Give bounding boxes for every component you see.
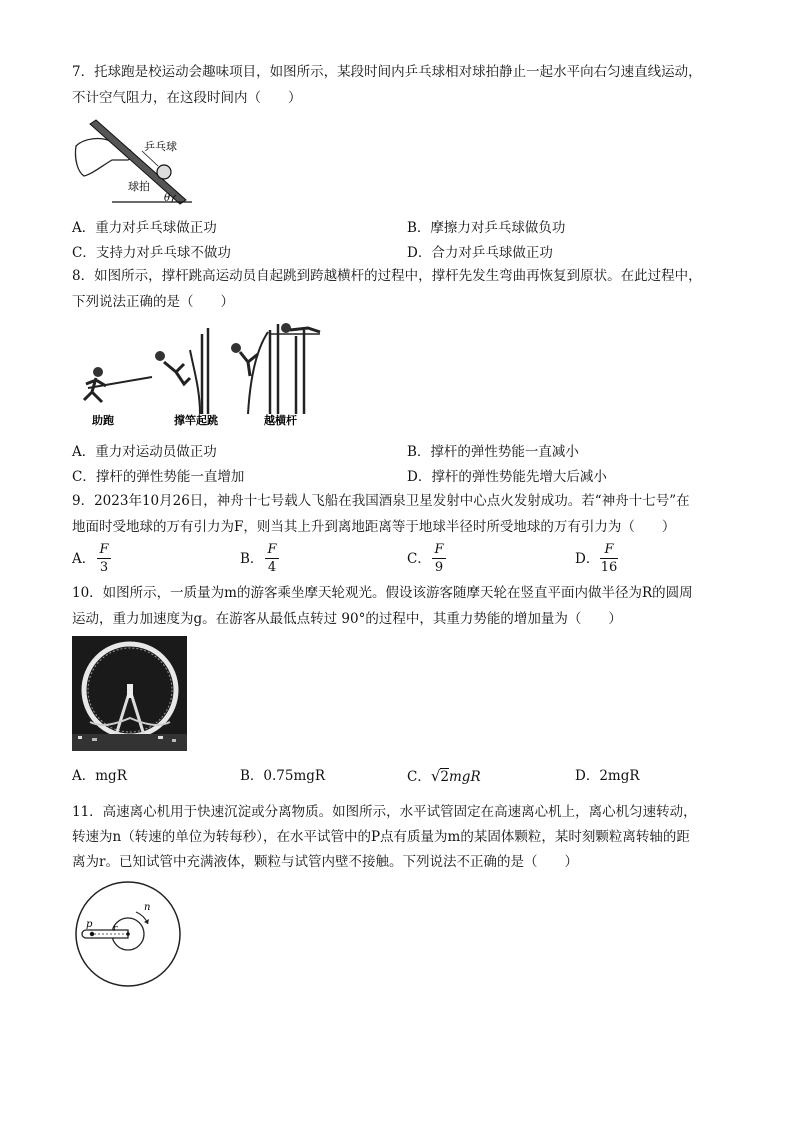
q9-d-denominator: 16 xyxy=(600,560,618,575)
sqrt-radicand: 2 xyxy=(440,769,449,785)
label-run: 助跑 xyxy=(92,414,114,427)
runner-body xyxy=(84,378,106,402)
label-ball: 乒乓球 xyxy=(144,140,177,153)
q11-stem-line3: 离为r。已知试管中充满液体，颗粒与试管内壁不接触。下列说法不正确的是（ ） xyxy=(72,854,578,870)
q9-option-a-fraction xyxy=(97,542,111,575)
jumper-body xyxy=(164,362,190,384)
q10-stem-line2: 运动，重力加速度为g。在游客从最低点转过 90°的过程中，其重力势能的增加量为（ ） xyxy=(72,611,622,627)
q9-option-b-label: B． xyxy=(240,551,264,567)
q10-option-c xyxy=(407,766,481,787)
q10-figure-ferris-wheel xyxy=(72,636,187,751)
q9-a-denominator: 3 xyxy=(99,560,109,575)
label-n: n xyxy=(144,902,151,913)
q10-option-c-label: C． xyxy=(407,769,431,785)
q7-stem-line1: 7．托球跑是校运动会趣味项目，如图所示，某段时间内乒乓球相对球拍静止一起水平向右匀速直线运动， xyxy=(72,64,702,80)
label-jump: 撑竿起跳 xyxy=(174,414,218,427)
axis-point xyxy=(126,932,130,936)
q7-option-c: C．支持力对乒乓球不做功 xyxy=(72,245,231,261)
q10-option-a: A．mgR xyxy=(72,768,127,784)
q9-stem-line1: 9．2023年10月26日，神舟十七号载人飞船在我国酒泉卫星发射中心点火发射成功。若“神舟十七号”在 xyxy=(72,493,690,509)
q11-stem-line1: 11．高速离心机用于快速沉淀或分离物质。如图所示，水平试管固定在高速离心机上，离心机匀速转动， xyxy=(72,804,697,820)
vault-head xyxy=(231,343,241,353)
label-bar: 越横杆 xyxy=(264,414,297,427)
q8-option-a: A．重力对运动员做正功 xyxy=(72,444,217,460)
q9-b-denominator: 4 xyxy=(267,560,277,575)
q8-option-b: B．撑杆的弹性势能一直减小 xyxy=(407,444,579,460)
q8-figure-pole-vault xyxy=(72,320,330,430)
label-theta: θ xyxy=(164,193,171,204)
q9-option-c-label: C． xyxy=(407,551,431,567)
q8-stem-line2: 下列说法正确的是（ ） xyxy=(72,294,234,310)
sqrt-symbol: √ xyxy=(430,767,441,785)
q11-stem-line2: 转速为n（转速的单位为转每秒），在水平试管中的P点有质量为m的某固体颗粒，某时刻颗粒离转轴的距 xyxy=(72,829,690,845)
city-lights xyxy=(72,734,187,751)
q10-stem-line1: 10．如图所示，一质量为m的游客乘坐摩天轮观光。假设该游客随摩天轮在竖直平面内做半径为R的圆周 xyxy=(72,585,693,601)
q9-stem-line2: 地面时受地球的万有引力为F，则当其上升到离地距离等于地球半径时所受地球的万有引力为（ ） xyxy=(72,519,676,535)
runner-head xyxy=(93,367,103,377)
wheel-hub xyxy=(127,684,133,698)
hand-shape xyxy=(75,139,134,176)
label-racket: 球拍 xyxy=(128,180,150,193)
q9-b-numerator: F xyxy=(267,542,277,557)
q8-stem-line1: 8．如图所示，撑杆跳高运动员自起跳到跨越横杆的过程中，撑杆先发生弯曲再恢复到原状。在此过程中， xyxy=(72,268,702,284)
q10-option-d: D．2mgR xyxy=(575,768,640,784)
bent-pole xyxy=(190,350,200,414)
q10-option-c-rest: mgR xyxy=(449,769,481,785)
label-r: r xyxy=(113,924,118,934)
q7-option-a: A．重力对乒乓球做正功 xyxy=(72,220,217,236)
q8-option-d: D．撑杆的弹性势能先增大后减小 xyxy=(407,469,607,485)
jumper-head xyxy=(155,351,165,361)
q7-option-d: D．合力对乒乓球做正功 xyxy=(407,245,553,261)
q9-option-c-fraction xyxy=(432,542,446,575)
q9-option-b-fraction xyxy=(265,542,279,575)
q11-figure-centrifuge xyxy=(72,878,182,990)
q9-option-d-label: D． xyxy=(575,551,600,567)
test-tube xyxy=(82,930,128,938)
particle-p xyxy=(90,932,94,936)
q7-option-b: B．摩擦力对乒乓球做负功 xyxy=(407,220,566,236)
q9-option-a-label: A． xyxy=(72,551,96,567)
top-head xyxy=(281,323,291,333)
q8-option-c: C．撑杆的弹性势能一直增加 xyxy=(72,469,245,485)
q9-d-numerator: F xyxy=(604,542,614,557)
q10-option-b: B．0.75mgR xyxy=(240,768,326,784)
q7-figure-racket xyxy=(72,116,194,206)
q9-c-numerator: F xyxy=(434,542,444,557)
q9-option-d-fraction xyxy=(600,542,618,575)
q9-c-denominator: 9 xyxy=(434,560,444,575)
q7-stem-line2: 不计空气阻力，在这段时间内（ ） xyxy=(72,90,302,106)
q9-a-numerator: F xyxy=(99,542,109,557)
ping-pong-ball xyxy=(157,165,171,179)
label-p: p xyxy=(86,919,93,930)
